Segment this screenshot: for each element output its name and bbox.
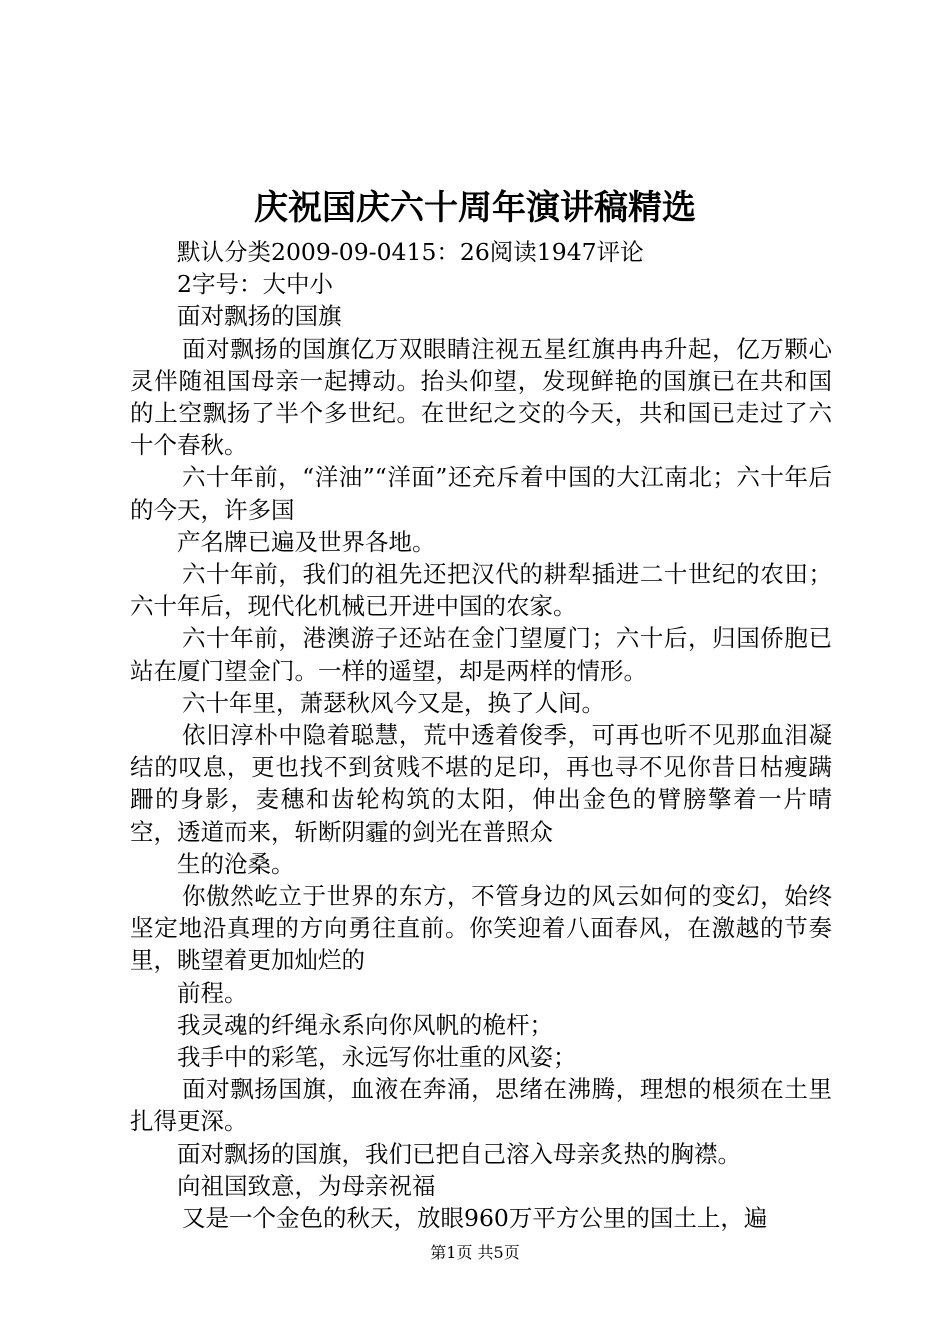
paragraph: 面对飘扬国旗，血液在奔涌，思绪在沸腾，理想的根须在土里扎得更深。 — [130, 1075, 832, 1136]
text-line: 面对飘扬的国旗 — [177, 302, 342, 331]
paragraph: 你傲然屹立于世界的东方，不管身边的风云如何的变幻，始终坚定地沿真理的方向勇往直前。你笑迎着八面春风，在激越的节奏里，眺望着更加灿烂的 — [130, 882, 832, 975]
document-body — [130, 236, 832, 1234]
paragraph: 六十年里，萧瑟秋风今又是，换了人间。 — [182, 688, 605, 717]
paragraph: 依旧淳朴中隐着聪慧，荒中透着俊季，可再也听不见那血泪凝结的叹息，更也找不到贫贱不堪的足印，再也寻不见你昔日枯瘦蹒跚的身影，麦穗和齿轮构筑的太阳，伸出金色的臂膀擎着一片晴空，透道而来，斩断阴霾的剑光在普照众 — [130, 721, 832, 846]
paragraph: 六十年前，港澳游子还站在金门望厦门；六十后，归国侨胞已站在厦门望金门。一样的遥望，却是两样的情形。 — [130, 624, 832, 685]
paragraph: 六十年前，“洋油”“洋面”还充斥着中国的大江南北；六十年后的今天，许多国 — [130, 463, 832, 524]
text-line: 我灵魂的纤绳永系向你风帆的桅杆； — [177, 1010, 553, 1039]
paragraph: 六十年前，我们的祖先还把汉代的耕犁插进二十世纪的农田；六十年后，现代化机械已开进中国的农家。 — [130, 560, 832, 621]
body-paragraphs — [130, 300, 832, 1234]
text-line: 面对飘扬的国旗，我们已把自己溶入母亲炙热的胸襟。 — [177, 1139, 741, 1168]
text-line: 生的沧桑。 — [177, 849, 295, 878]
meta-line: 2字号：大中小 — [177, 270, 333, 299]
paragraph: 面对飘扬的国旗亿万双眼睛注视五星红旗冉冉升起，亿万颗心灵伴随祖国母亲一起搏动。抬头仰望，发现鲜艳的国旗已在共和国的上空飘扬了半个多世纪。在世纪之交的今天，共和国已走过了六十个春秋。 — [130, 334, 832, 460]
text-line: 前程。 — [177, 978, 248, 1007]
text-line: 我手中的彩笔，永远写你壮重的风姿； — [177, 1043, 577, 1072]
page-footer: 第1页 共5页 — [430, 1243, 520, 1262]
document-title: 庆祝国庆六十周年演讲稿精选 — [254, 188, 696, 228]
text-line: 产名牌已遍及世界各地。 — [177, 527, 436, 556]
paragraph: 又是一个金色的秋天，放眼960万平方公里的国土上，遍 — [182, 1204, 768, 1233]
meta-line: 默认分类2009-09-0415：26阅读1947评论 — [177, 238, 644, 266]
text-line: 向祖国致意，为母亲祝福 — [177, 1171, 436, 1200]
